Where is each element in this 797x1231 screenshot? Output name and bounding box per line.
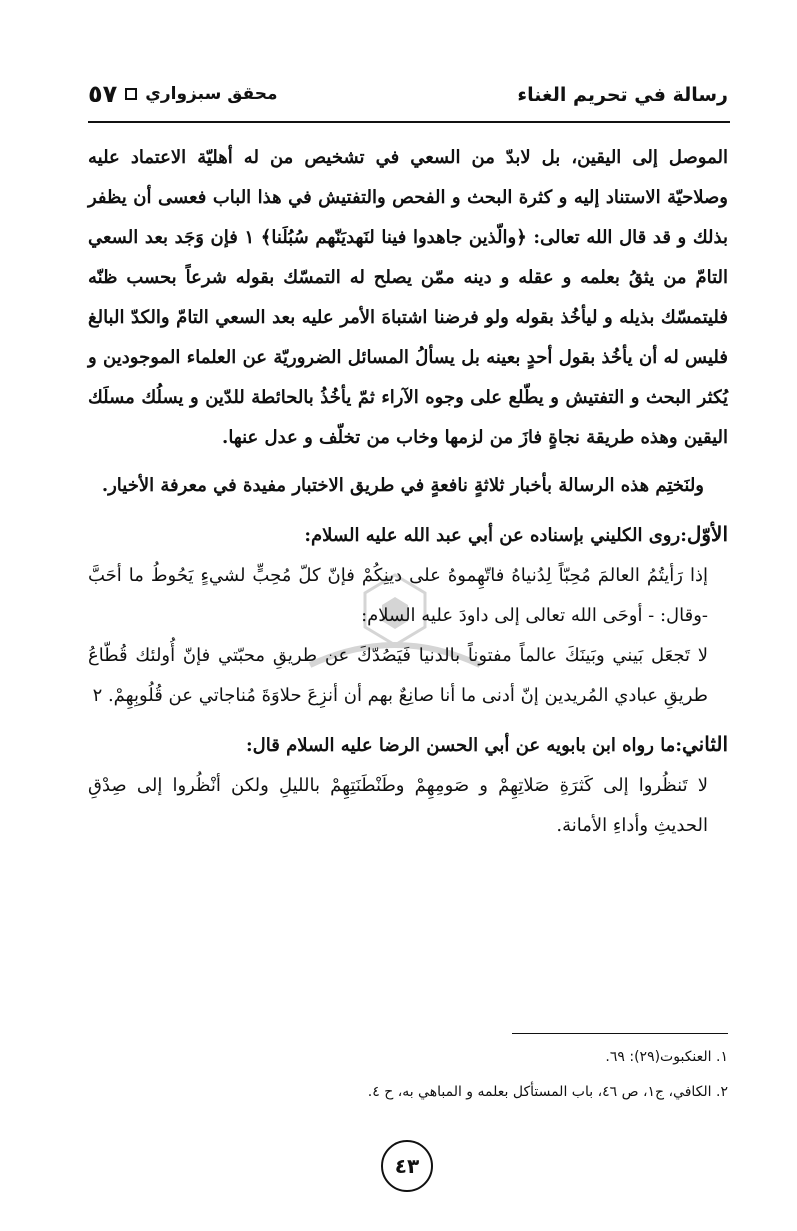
footer-page-number: ٤٣ xyxy=(381,1140,433,1192)
hadith-1-quote-a: إذا رَأيتُمُ العالمَ مُحِبّاً لِدُنياهُ فاتّهِموهُ على دينِكُمْ فإنّ كلّ مُحِبٍّ لشيءٍ يَحُوطُ ما أحَبَّ -وقال: - أوحَى الله تعالى إلى داودَ عليه السلام: xyxy=(88,565,708,626)
header-left-group xyxy=(88,80,278,108)
running-title: رسالة في تحريم الغناء xyxy=(517,84,728,106)
hadith-2-quote: لا تَنظُروا إلى كَثرَةِ صَلاتِهِمْ و صَومِهِمْ وطَنْطَنَتِهِمْ بالليلِ ولكن أنْظُروا إلى صِدْقِ الحديثِ وأداءِ الأمانة. xyxy=(88,775,708,836)
square-ornament-icon xyxy=(125,88,137,100)
main-text xyxy=(88,138,728,846)
hadith-2-intro: :ما رواه ابن بابويه عن أبي الحسن الرضا عليه السلام قال: xyxy=(246,735,682,756)
paragraph-2: ولنَختِم هذه الرسالة بأخبار ثلاثةٍ نافعةٍ في طريق الاختبار مفيدة في معرفة الأخيار. xyxy=(101,475,704,496)
hadith-1-label: الأوّل xyxy=(686,522,728,546)
hadith-1-heading xyxy=(88,514,728,556)
hadith-1-intro: :روى الكليني بإسناده عن أبي عبد الله عليه السلام: xyxy=(304,525,687,546)
header-page-number: ٥٧ xyxy=(88,80,118,108)
paragraph-1: الموصل إلى اليقين، بل لابدّ من السعي في تشخيص من له أهليّة الاعتماد عليه وصلاحيّة الاستناد إليه و كثرة البحث و الفحص والتفتيش في هذا الباب فعسى أن يظفر بذلك و قد قال الله تعالى: ﴿والّذين جاهدوا فينا لنَهديَنّهم سُبُلَنا﴾ ١ فإن وَجَد بعد السعي التامّ من يثقُ بعلمه و عقله و دينه ممّن يصلح له التمسّك بقوله شرعاً بحسب ظنّه فليتمسّك بذيله و ليأخُذ بقوله ولو فرضنا اشتباهَ الأمر عليه بعد السعي التامّ والكدّ البالغ فليس له أن يأخُذ بقول أحدٍ بعينه بل يسألُ المسائل الضروريّة عن العلماء الموجودين و يُكثر البحث و التفتيش و يطّلع على وجوه الآراء ثمّ يأخُذُ بالحائطة للدّين و يسلُك مسلَك اليقين وهذه طريقة نجاةٍ فازَ من لزمها وخاب من تخلّف و عدل عنها. xyxy=(88,147,729,448)
footnotes xyxy=(88,1040,728,1110)
footnote-divider xyxy=(512,1033,728,1034)
running-header xyxy=(88,78,728,118)
header-divider xyxy=(88,121,730,123)
hadith-1-quote-b: لا تَجعَل بَيني وبَينَكَ عالماً مفتوناً بالدنيا فَيَصُدّكَ عن طريقِ محبّتي فإنّ أُولئك قُطّاعُ طريقِ عبادي المُريدين إنّ أدنى ما أنا صانِعٌ بهم أن أنزِعَ حلاوَةَ مُناجاتي عن قُلُوبِهِمْ. ٢ xyxy=(88,645,708,706)
running-author: محقق سبزواري xyxy=(145,84,278,104)
footnote-1: ١. العنكبوت(٢٩): ٦٩. xyxy=(605,1049,728,1065)
hadith-2-heading xyxy=(88,724,728,766)
hadith-2-label: الثاني xyxy=(681,732,728,756)
footnote-2: ٢. الكافي، ج١، ص ٤٦، باب المستأكل بعلمه و المباهي به، ح ٤. xyxy=(367,1084,728,1100)
